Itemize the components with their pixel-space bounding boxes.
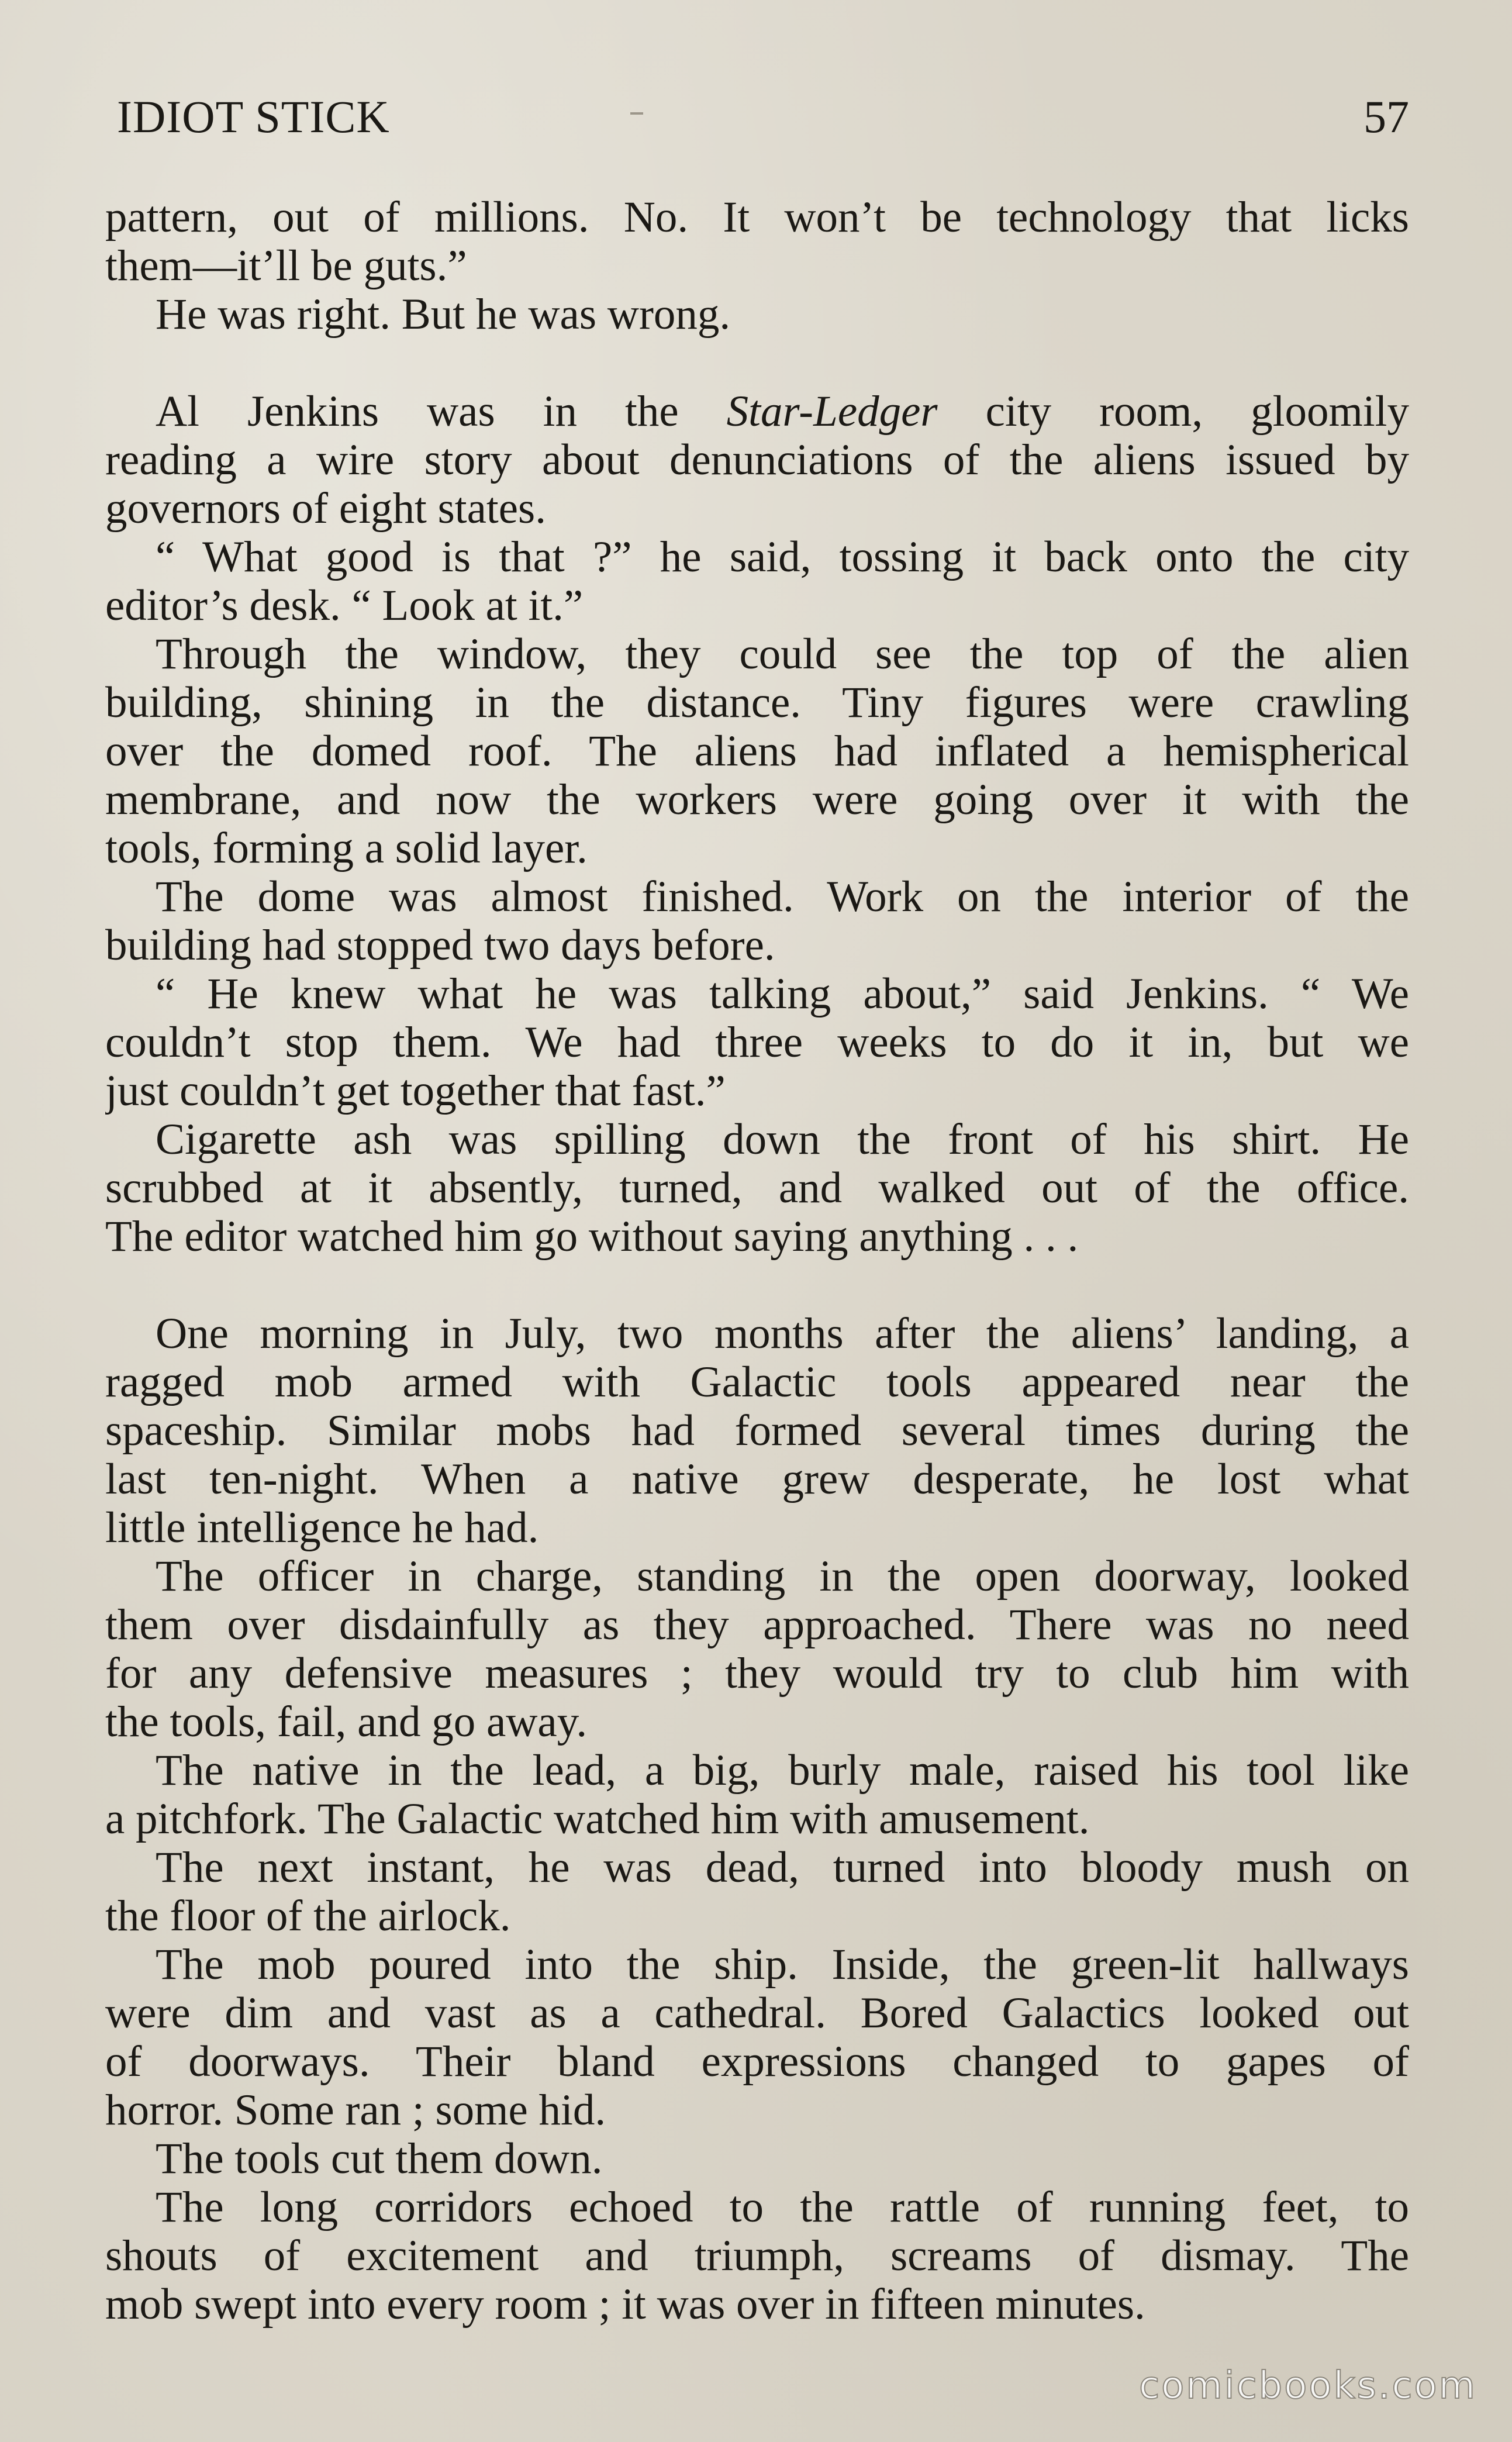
text-line: He was right. But he was wrong. bbox=[156, 290, 731, 339]
text-run: Al Jenkins was in the bbox=[156, 387, 727, 436]
text-line: for any defensive measures ; they would try to club him with bbox=[105, 1649, 1409, 1698]
body-text bbox=[105, 193, 1409, 2329]
section-break bbox=[105, 339, 1409, 387]
text-line: a pitchfork. The Galactic watched him with amusement. bbox=[105, 1795, 1090, 1843]
text-line: them—it’ll be guts.” bbox=[105, 242, 467, 290]
text-line: the floor of the airlock. bbox=[105, 1892, 511, 1940]
text-line: Cigarette ash was spilling down the front of his shirt. He bbox=[156, 1115, 1409, 1164]
text-line: mob swept into every room ; it was over in fifteen minutes. bbox=[105, 2280, 1145, 2329]
text-line: building had stopped two days before. bbox=[105, 921, 775, 970]
text-line: horror. Some ran ; some hid. bbox=[105, 2086, 606, 2134]
printer-mark bbox=[630, 112, 643, 115]
text-line: them over disdainfully as they approached. There was no need bbox=[105, 1601, 1409, 1649]
text-line: reading a wire story about denunciations of the aliens issued by bbox=[105, 436, 1409, 484]
text-line: building, shining in the distance. Tiny figures were crawling bbox=[105, 678, 1409, 727]
text-line: governors of eight states. bbox=[105, 484, 546, 533]
text-line: tools, forming a solid layer. bbox=[105, 824, 588, 872]
text-line: ragged mob armed with Galactic tools appeared near the bbox=[105, 1358, 1409, 1406]
text-line: The long corridors echoed to the rattle of running feet, to bbox=[156, 2183, 1409, 2231]
text-line: The mob poured into the ship. Inside, the green-lit hallways bbox=[156, 1940, 1409, 1989]
section-break bbox=[105, 1261, 1409, 1309]
text-line: couldn’t stop them. We had three weeks to do it in, but we bbox=[105, 1018, 1409, 1067]
text-line: scrubbed at it absently, turned, and walked out of the office. bbox=[105, 1164, 1409, 1212]
text-line: The tools cut them down. bbox=[156, 2134, 603, 2183]
text-line: editor’s desk. “ Look at it.” bbox=[105, 581, 584, 630]
running-head bbox=[117, 88, 1409, 146]
text-line: membrane, and now the workers were going over it with the bbox=[105, 775, 1409, 824]
text-line: “ He knew what he was talking about,” said Jenkins. “ We bbox=[156, 970, 1409, 1018]
text-line: pattern, out of millions. No. It won’t be technology that licks bbox=[105, 193, 1409, 242]
text-line: The dome was almost finished. Work on the interior of the bbox=[156, 872, 1409, 921]
running-title: IDIOT STICK bbox=[117, 91, 390, 142]
text-line: last ten-night. When a native grew desperate, he lost what bbox=[105, 1455, 1409, 1503]
text-line: The native in the lead, a big, burly male, raised his tool like bbox=[156, 1746, 1409, 1795]
page-number: 57 bbox=[1363, 91, 1409, 142]
watermark: comicbooks.com bbox=[1138, 2364, 1477, 2407]
text-line: Through the window, they could see the top of the alien bbox=[156, 630, 1409, 678]
text-line: One morning in July, two months after the aliens’ landing, a bbox=[156, 1309, 1409, 1358]
text-line: The editor watched him go without saying anything . . . bbox=[105, 1212, 1079, 1261]
text-line bbox=[105, 387, 1409, 436]
text-line: over the domed roof. The aliens had inflated a hemispherical bbox=[105, 727, 1409, 775]
text-line: “ What good is that ?” he said, tossing it back onto the city bbox=[156, 533, 1409, 581]
text-line: the tools, fail, and go away. bbox=[105, 1698, 588, 1746]
text-line: shouts of excitement and triumph, screams of dismay. The bbox=[105, 2231, 1409, 2280]
text-line: The next instant, he was dead, turned into bloody mush on bbox=[156, 1843, 1409, 1892]
text-line: little intelligence he had. bbox=[105, 1503, 539, 1552]
text-run: city room, gloomily bbox=[937, 387, 1409, 436]
newspaper-title: Star-Ledger bbox=[726, 387, 938, 436]
text-line: The officer in charge, standing in the open doorway, looked bbox=[156, 1552, 1409, 1601]
text-line: were dim and vast as a cathedral. Bored Galactics looked out bbox=[105, 1989, 1409, 2037]
text-line: spaceship. Similar mobs had formed several times during the bbox=[105, 1406, 1409, 1455]
text-line: of doorways. Their bland expressions changed to gapes of bbox=[105, 2037, 1409, 2086]
text-line: just couldn’t get together that fast.” bbox=[105, 1067, 726, 1115]
